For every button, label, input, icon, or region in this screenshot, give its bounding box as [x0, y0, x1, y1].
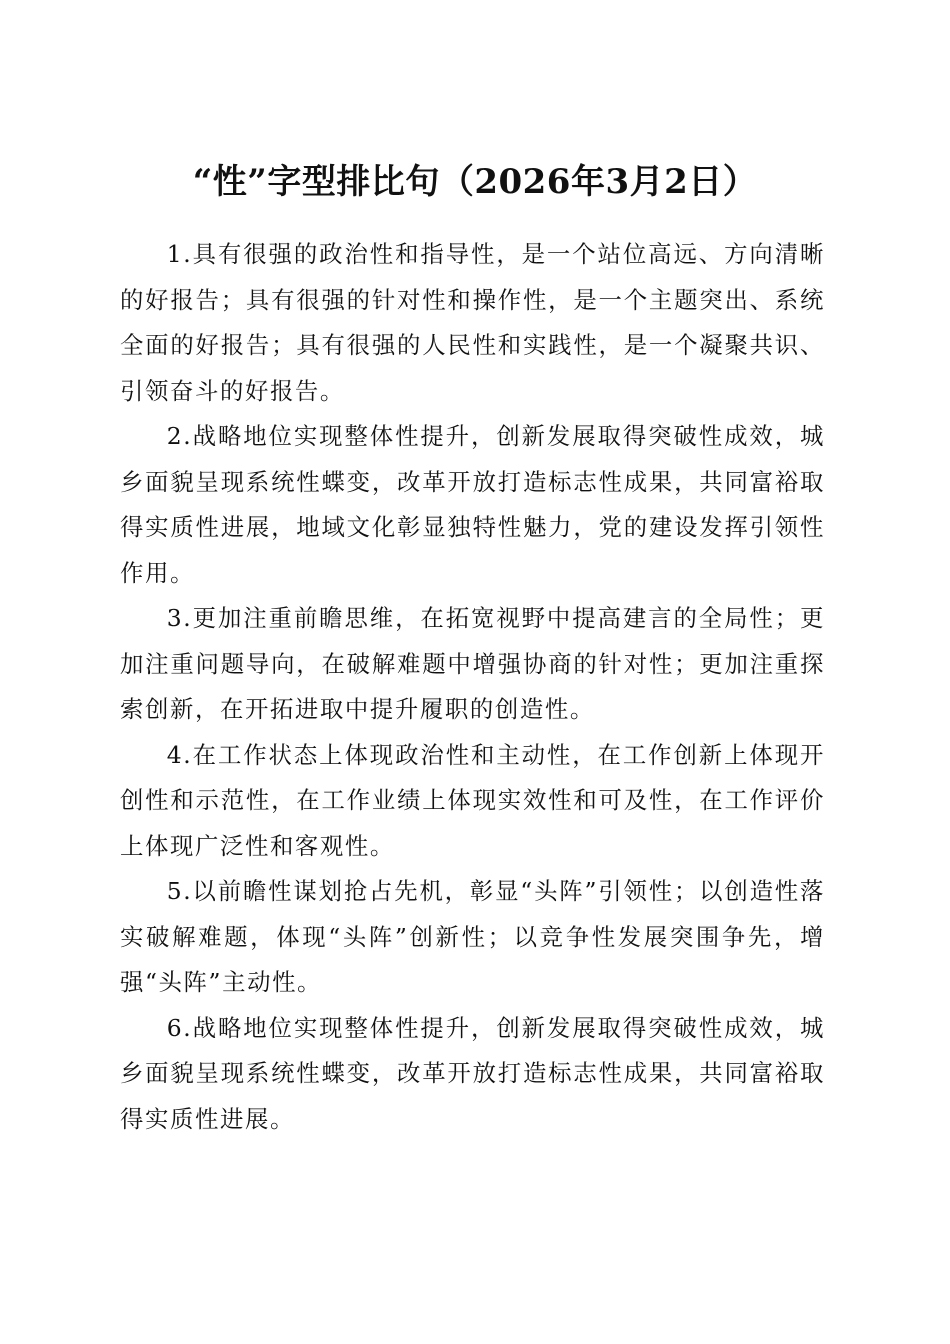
paragraph-3: 3.更加注重前瞻思维，在拓宽视野中提高建言的全局性；更加注重问题导向，在破解难题中增强协商的针对性；更加注重探索创新，在开拓进取中提升履职的创造性。 [120, 604, 825, 723]
paragraph-5: 5.以前瞻性谋划抢占先机，彰显“头阵”引领性；以创造性落实破解难题，体现“头阵”创新性；以竞争性发展突围争先，增强“头阵”主动性。 [120, 877, 825, 996]
paragraph-4: 4.在工作状态上体现政治性和主动性，在工作创新上体现开创性和示范性，在工作业绩上体现实效性和可及性，在工作评价上体现广泛性和客观性。 [120, 740, 825, 860]
paragraph-2: 2.战略地位实现整体性提升，创新发展取得突破性成效，城乡面貌呈现系统性蝶变，改革开放打造标志性成果，共同富裕取得实质性进展，地域文化彰显独特性魅力，党的建设发挥引领性作用。 [120, 422, 825, 587]
document-title: “性”字型排比句（2026年3月2日） [192, 161, 758, 202]
paragraph-6: 6.战略地位实现整体性提升，创新发展取得突破性成效，城乡面貌呈现系统性蝶变，改革开放打造标志性成果，共同富裕取得实质性进展。 [120, 1013, 825, 1133]
document-body [120, 232, 825, 1142]
paragraph-1: 1.具有很强的政治性和指导性，是一个站位高远、方向清晰的好报告；具有很强的针对性和操作性，是一个主题突出、系统全面的好报告；具有很强的人民性和实践性，是一个凝聚共识、引领奋斗的好报告。 [120, 240, 825, 405]
